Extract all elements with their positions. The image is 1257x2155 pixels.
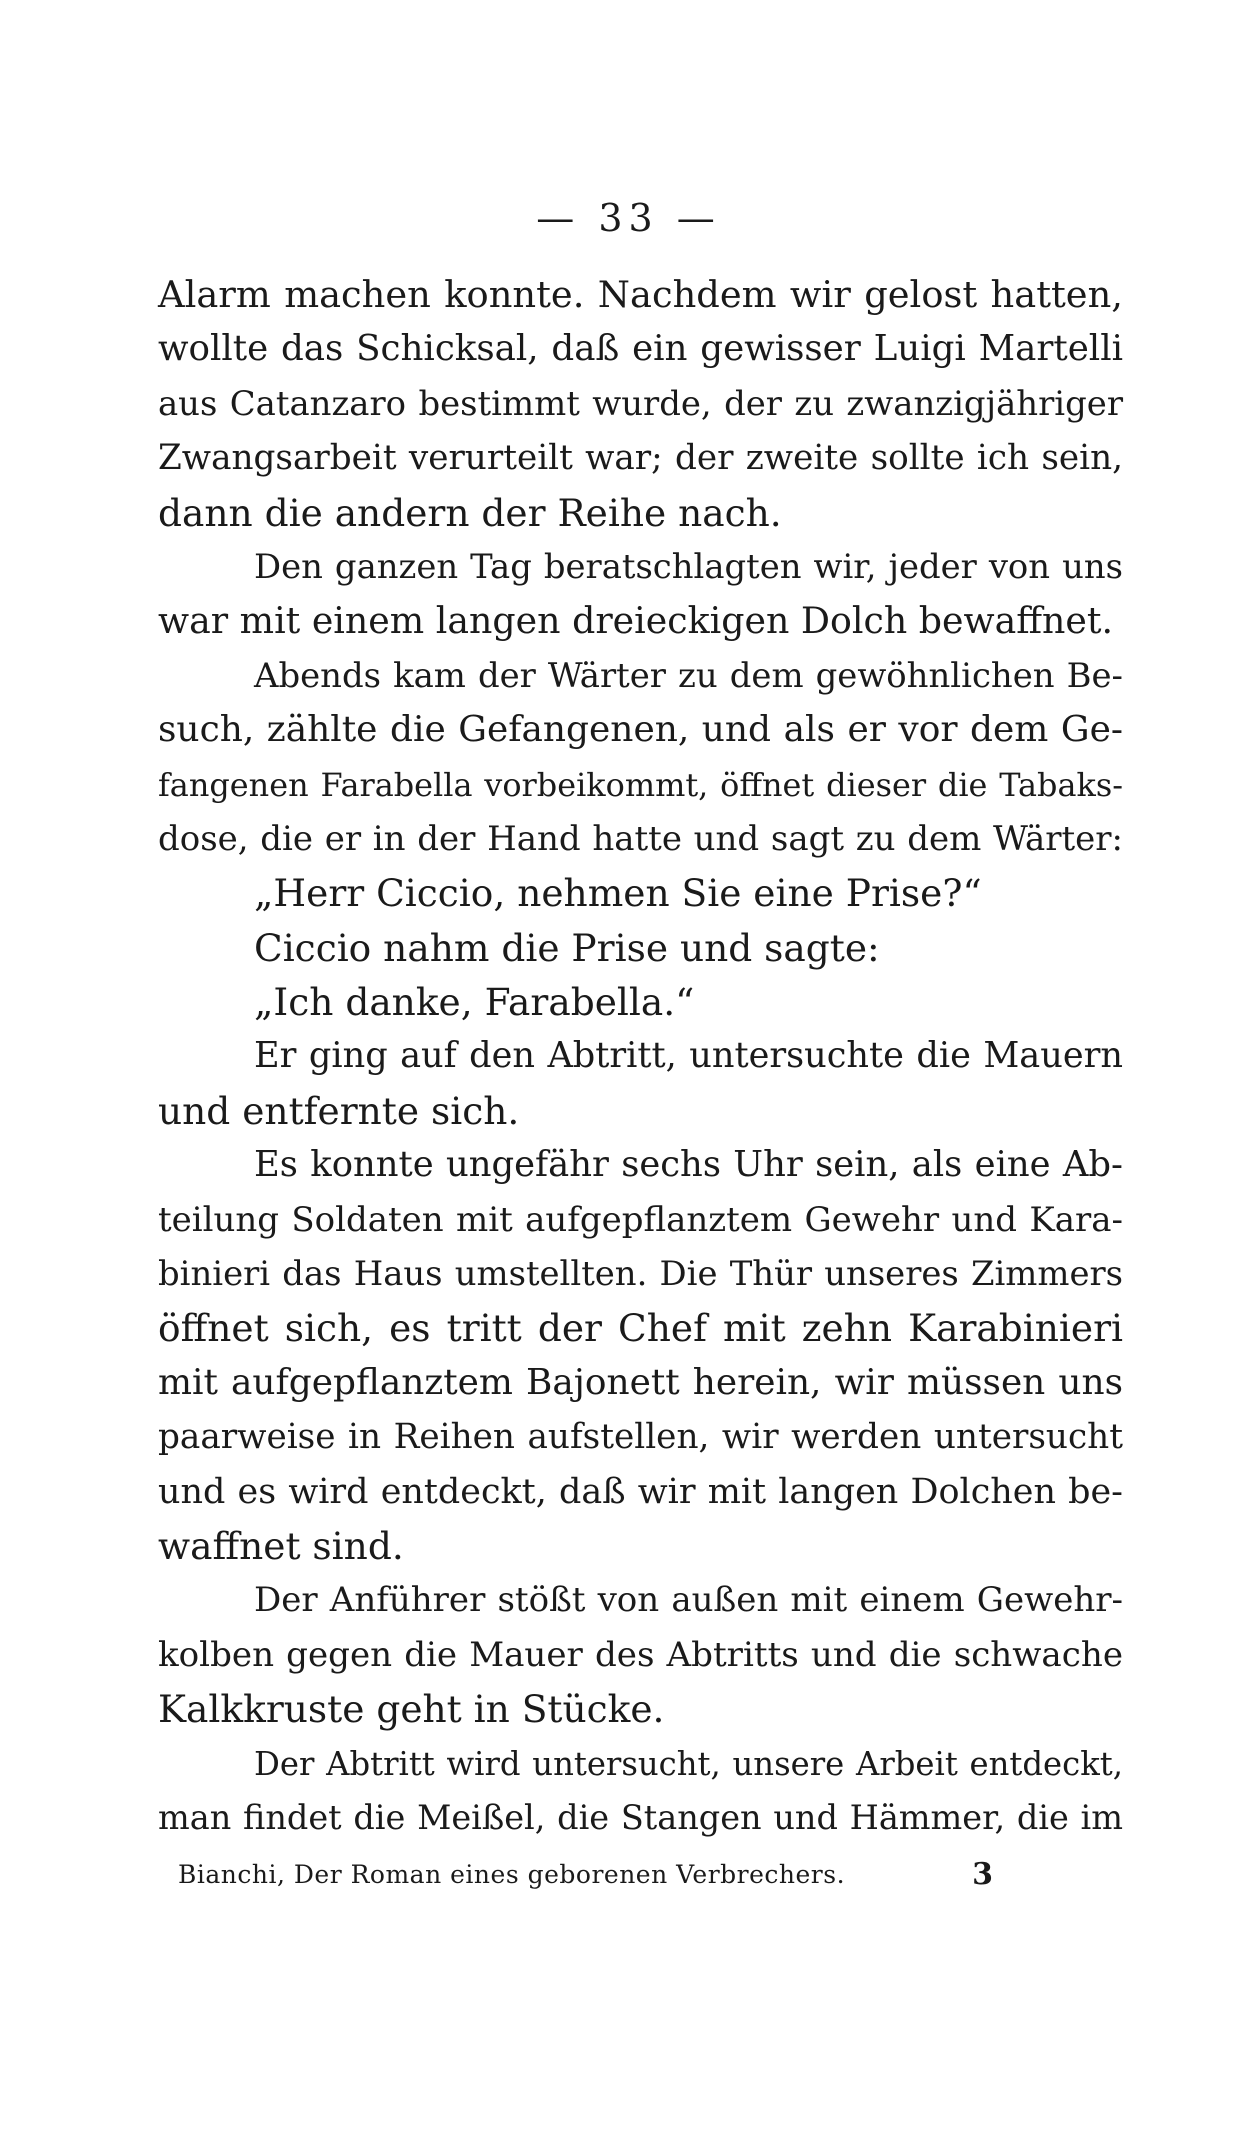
body-text — [158, 268, 1123, 1845]
signature-mark: 3 — [972, 1857, 993, 1892]
text-line: Er ging auf den Abtritt, untersuchte die Mauern — [254, 1035, 1123, 1077]
text-line: wollte das Schicksal, daß ein gewisser Luigi Martelli — [158, 328, 1123, 370]
text-line: und entfernte sich. — [158, 1088, 520, 1133]
text-line: man findet die Meißel, die Stangen und Hämmer, die im — [158, 1797, 1123, 1837]
page-number-header: — 33 — — [536, 196, 721, 240]
text-line: Es konnte ungefähr sechs Uhr sein, als eine Ab- — [254, 1144, 1123, 1186]
text-line: war mit einem langen dreieckigen Dolch bewaffnet. — [158, 599, 1114, 643]
text-line: dann die andern der Reihe nach. — [158, 490, 782, 535]
text-line: Alarm machen konnte. Nachdem wir gelost hatten, — [158, 273, 1123, 316]
text-line: Der Abtritt wird untersucht, unsere Arbeit entdeckt, — [254, 1744, 1123, 1783]
text-line: dose, die er in der Hand hatte und sagt zu dem Wärter: — [158, 818, 1123, 859]
text-line: Zwangsarbeit verurteilt war; der zweite sollte ich sein, — [158, 438, 1123, 479]
text-line: teilung Soldaten mit aufgepflanztem Gewehr und Kara- — [158, 1199, 1123, 1240]
text-line: waffnet sind. — [158, 1523, 404, 1568]
text-line: fangenen Farabella vorbeikommt, öffnet dieser die Tabaks- — [158, 765, 1123, 804]
running-footer-title: Bianchi, Der Roman eines geborenen Verbrechers. — [178, 1860, 846, 1889]
text-line: aus Catanzaro bestimmt wurde, der zu zwanzigjähriger — [158, 383, 1123, 423]
text-line: Ciccio nahm die Prise und sagte: — [254, 925, 880, 970]
text-line: paarweise in Reihen aufstellen, wir werden untersucht — [158, 1417, 1123, 1458]
text-line: Abends kam der Wärter zu dem gewöhnlichen Be- — [254, 655, 1123, 695]
text-line: „Ich danke, Farabella.“ — [254, 980, 695, 1025]
text-line: Kalkkruste geht in Stücke. — [158, 1687, 665, 1732]
text-line: Den ganzen Tag beratschlagten wir, jeder von uns — [254, 546, 1123, 586]
text-line: und es wird entdeckt, daß wir mit langen Dolchen be- — [158, 1471, 1123, 1512]
text-line: binieri das Haus umstellten. Die Thür unseres Zimmers — [158, 1254, 1123, 1294]
text-line: Der Anführer stößt von außen mit einem Gewehr- — [254, 1580, 1123, 1621]
text-line: öffnet sich, es tritt der Chef mit zehn Karabinieri — [158, 1306, 1123, 1351]
text-line: mit aufgepflanztem Bajonett herein, wir müssen uns — [158, 1361, 1123, 1403]
text-line: kolben gegen die Mauer des Abtritts und die schwache — [158, 1634, 1123, 1675]
text-line: „Herr Ciccio, nehmen Sie eine Prise?“ — [254, 871, 982, 916]
text-line: such, zählte die Gefangenen, und als er vor dem Ge- — [158, 709, 1123, 751]
